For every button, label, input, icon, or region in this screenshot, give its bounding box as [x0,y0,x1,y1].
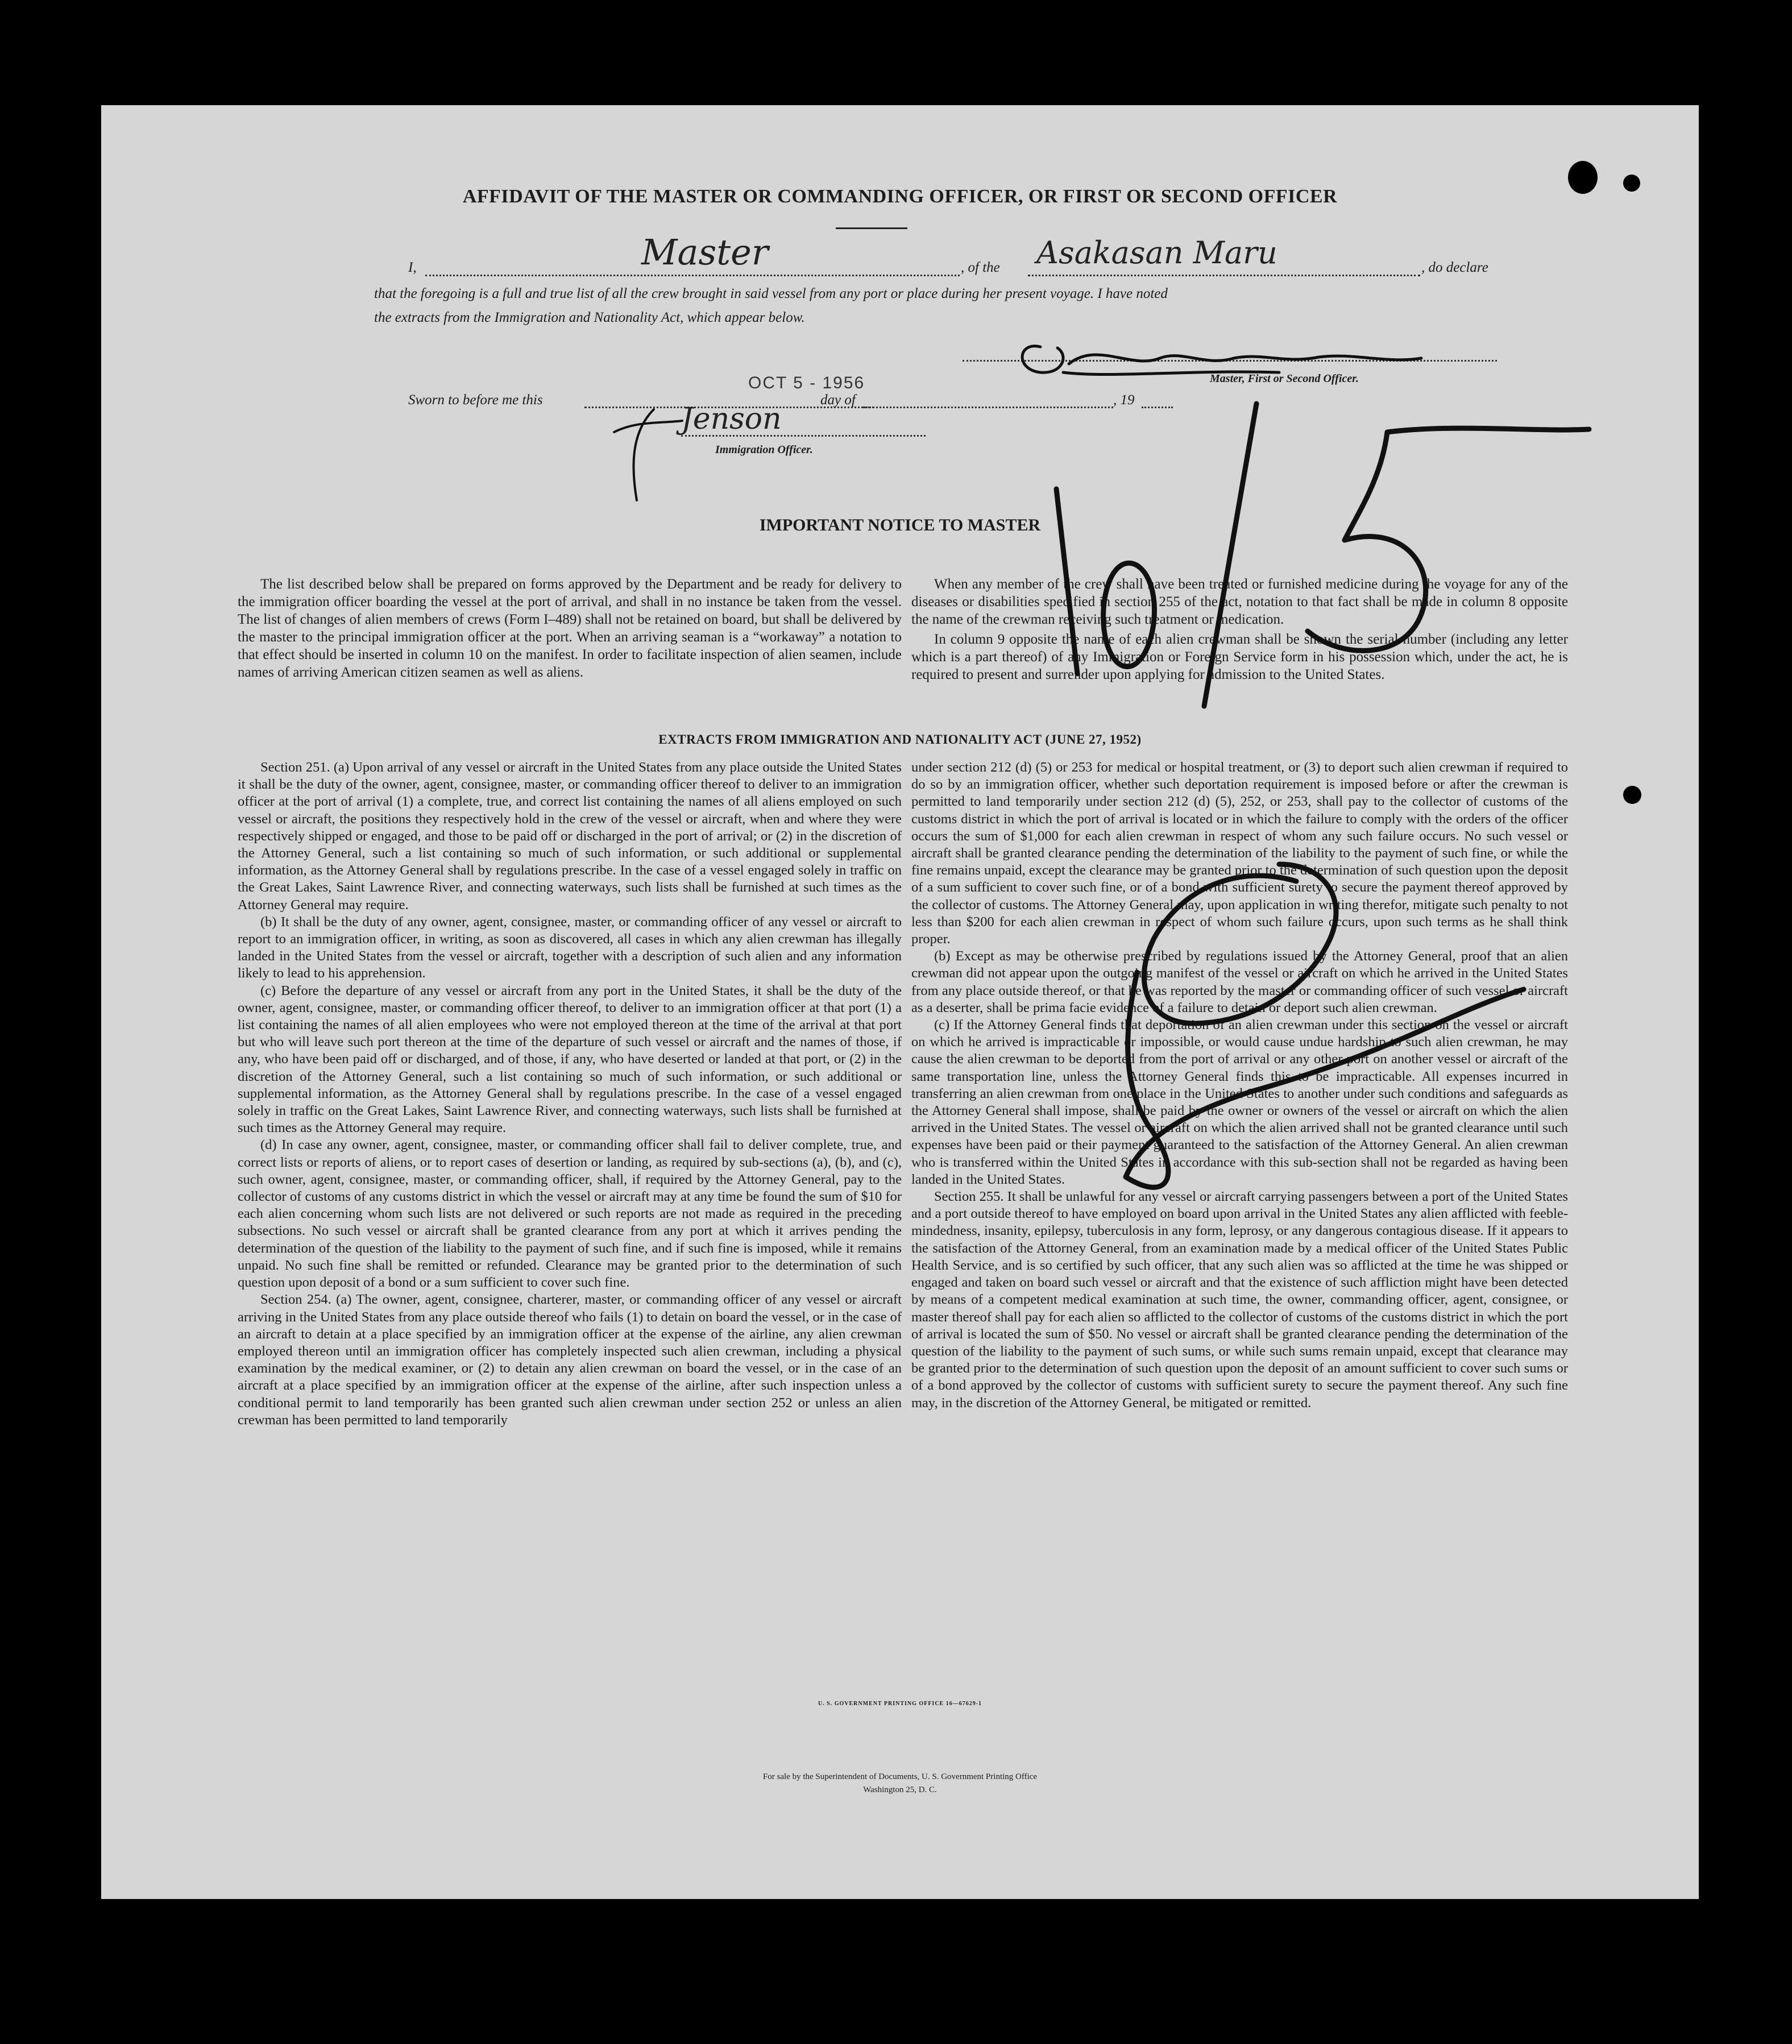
handwritten-1 [1056,489,1077,674]
immigration-officer-signature: Jenson [681,402,782,436]
affidavit-title: AFFIDAVIT OF THE MASTER OR COMMANDING OFFICER, OR FIRST OR SECOND OFFICER [462,186,1338,207]
section-251-b: (b) It shall be the duty of any owner, agent, consignee, master, or commanding officer of any vessel or aircraft to report to an immigration officer, in writing, as soon as discovered, all cases in which any alien crewman has illegally landed in the United States from the vessel or aircraft, together with a description of such alien and any information likely to lead to his apprehension. [238,914,902,981]
i-label: I, [408,260,417,275]
notice-title: IMPORTANT NOTICE TO MASTER [759,516,1041,534]
officer-signature-flourish [614,409,682,500]
handwritten-slash [1204,404,1256,706]
handwritten-5 [1308,428,1589,650]
affidavit-line-2: that the foregoing is a full and true list of all the crew brought in said vessel from any port or place during her present voyage. I have noted [374,286,1168,301]
section-251-a: Section 251. (a) Upon arrival of any vessel or aircraft in the United States from any place outside the United States it shall be the duty of the owner, agent, consignee, master, or commanding officer thereof to deliver to an immigration officer at the port of arrival (1) a complete, true, and correct list containing the names of all aliens employed on such vessel or aircraft, the positions they respectively hold in the crew of the vessel or aircraft, when and where they were respectively shipped or engaged, and those to be paid off or discharged in the port of arrival; or (2) in the discretion of the Attorney General, such a list containing so much of such information, or such additional or supplemental information, as the Attorney General shall by regulations prescribe. In the case of a vessel engaged solely in traffic on the Great Lakes, Saint Lawrence River, and connecting waterways, such lists shall be furnished at such times as the Attorney General may require. [238,760,902,913]
immigration-officer-label: Immigration Officer. [715,443,813,456]
notice-right-paragraph-2: In column 9 opposite the name of each alien crewman shall be shown the serial number (including any letter which is a part thereof) of any Immigration or Foreign Service form in his possession which, under the act, he is required to present and surrender upon applying for admission to the United States. [911,632,1568,682]
section-254-a-continued: under section 212 (d) (5) or 253 for medical or hospital treatment, or (3) to deport such alien crewman if required to do so by an immigration officer, whether such deportation requirement is imposed before or after the crewman is permitted to land temporarily under section 212 (d) (5), 252, or 253, shall pay to the collector of customs of the customs district in which the port of arrival is located or in which the failure to comply with the orders of the officer occurs the sum of $1,000 for each alien crewman in respect of whom any such failure occurs. No such vessel or aircraft shall be granted clearance pending the determination of the liability to the payment of such fine, or while the fine remains unpaid, except the clearance may be granted prior to the determination of such question upon the deposit of a sum sufficient to cover such fine, or of a bond with sufficient surety to secure the payment thereof approved by the collector of customs. The Attorney General may, upon application in writing therefor, mitigate such penalty to not less than $200 for each alien crewman in respect of whom such failure occurs, upon such terms as he shall think proper. [911,760,1568,947]
notice-left-paragraph: The list described below shall be prepared on forms approved by the Department and be ready for delivery to the immigration officer boarding the vessel at the port of arrival, and shall in no instance be taken from the vessel. The list of changes of alien members of crews (Form I–489) shall not be retained on board, but shall be delivered by the master to the principal immigration officer at the port. When an arriving seaman is a “workaway” a notation to that effect should be inserted in column 10 on the manifest. In order to facilitate inspection of alien seamen, include names of arriving American citizen seamen as well as aliens. [238,577,902,680]
date-stamp: OCT 5 - 1956 [748,374,865,392]
section-251-c: (c) Before the departure of any vessel or aircraft from any port in the United States, it shall be the duty of the owner, agent, consignee, master, or commanding officer thereof, to deliver to an immigration officer at that port (1) a list containing the names of all alien employees who were not employed thereon at the time of the arrival at that port but who will leave such port thereon at the time of the departure of such vessel or aircraft and the names of those, if any, who have been paid off or discharged, and of those, if any, who have deserted or landed at that port, or (2) in the discretion of the Attorney General, such a list containing so much of such information, or such additional or supplemental information, as the Attorney General shall by regulations prescribe. In the case of a vessel engaged solely in traffic on the Great Lakes, Saint Lawrence River, and connecting waterways, such lists shall be furnished at such times as the Attorney General may require. [238,982,902,1136]
notice-right-paragraph-1: When any member of the crew shall have been treated or furnished medicine during the voyage for any of the diseases or disabilities specified in section 255 of the act, notation to that fact shall be made in column 8 opposite the name of the crewman receiving such treatment or medication. [911,577,1568,627]
sworn-label: Sworn to before me this [408,392,543,408]
master-signature-scribble [1022,346,1421,375]
gpo-line: U. S. GOVERNMENT PRINTING OFFICE 16—67629-1 [818,1701,982,1707]
year-prefix: , 19 [1113,392,1135,408]
section-254-a: Section 254. (a) The owner, agent, consignee, charterer, master, or commanding officer of any vessel or aircraft arriving in the United States from any place outside thereof who fails (1) to detain on board the vessel, or in the case of an aircraft to detain at a place specified by an immigration officer at the expense of the airline, any alien crewman employed thereon until an immigration officer has completely inspected such alien crewman, including a physical examination by the medical examiner, or (2) to detain any alien crewman on board the vessel, or in the case of an aircraft at a place specified by an immigration officer at the expense of the airline, after such inspection unless a conditional permit to land temporarily has been granted such alien crewman under section 252 or unless an alien crewman has been permitted to land temporarily [238,1292,902,1428]
affidavit-line-3: the extracts from the Immigration and Nationality Act, which appear below. [374,310,805,325]
section-251-d: (d) In case any owner, agent, consignee, master, or commanding officer shall fail to deliver complete, true, and correct lists or reports of aliens, or to report cases of desertion or landing, as required by sub-sections (a), (b), and (c), such owner, agent, consignee, master, or commanding officer, shall, if required by the Attorney General, pay to the collector of customs of any customs district in which the vessel or aircraft may at any time be found the sum of $10 for each alien concerning whom such lists are not delivered or such reports are not made as required in the preceding subsections. No such vessel or aircraft shall be granted clearance from any port at which it arrives pending the determination of the question of the liability to the payment of such fine, and if such fine is imposed, while it remains unpaid. No such fine shall be remitted or refunded. Clearance may be granted prior to the determination of such question upon deposit of a bond or a sum sufficient to cover such fine. [238,1137,902,1291]
handwritten-0 [1104,563,1155,666]
vessel-name-handwritten: Asakasan Maru [1036,235,1277,271]
day-of-label: day of [820,392,856,408]
do-declare-label: , do declare [1421,260,1488,275]
footer-line-2: Washington 25, D. C. [863,1785,937,1794]
section-255: Section 255. It shall be unlawful for any vessel or aircraft carrying passengers between a port of the United States and a port outside thereof to have employed on board upon arrival in the United States any alien afflicted with feeble-mindedness, insanity, epilepsy, tuberculosis in any form, leprosy, or any dangerous contagious disease. If it appears to the satisfaction of the Attorney General, from an examination made by a medical officer of the United States Public Health Service, and is so certified by such officer, that any such alien was so afflicted at the time he was shipped or engaged and taken on board such vessel or aircraft and that the existence of such affliction might have been detected by means of a competent medical examination at such time, the owner, commanding officer, agent, consignee, or master thereof shall pay for each alien so afflicted to the collector of customs of the customs district in which the port of arrival is located the sum of $50. No vessel or aircraft shall be granted clearance pending the determination of the question of the liability to the payment of such sums, or while such sums remain unpaid, except that clearance may be granted prior to the determination of such question upon the deposit of an amount sufficient to cover such sums or of a bond approved by the collector of customs with sufficient surety to secure the payment thereof. Any such fine may, in the discretion of the Attorney General, be mitigated or remitted. [911,1189,1568,1411]
section-254-c: (c) If the Attorney General finds that deportation of an alien crewman under this section on the vessel or aircraft on which he arrived is impracticable or impossible, or would cause undue hardship to such alien crewman, he may cause the alien crewman to be deported from the port of arrival or any other port on another vessel or aircraft of the same transportation line, unless the Attorney General finds this to be impracticable. All expenses incurred in transferring an alien crewman from one place in the United States to another under such conditions and safeguards as the Attorney General shall impose, shall be paid by the owner or owners of the vessel or aircraft on which the alien arrived in the United States. The vessel or aircraft on which the alien arrived shall not be granted clearance until such expenses have been paid or their payment guaranteed to the satisfaction of the Attorney General. An alien crewman who is transferred within the United States in accordance with this sub-section shall not be regarded as having been landed in the United States. [911,1017,1568,1187]
circled-numeral [1126,864,1524,1187]
master-signature-label: Master, First or Second Officer. [1210,372,1359,385]
footer-line-1: For sale by the Superintendent of Documents, U. S. Government Printing Office [762,1772,1038,1781]
officer-title-handwritten: Master [641,231,769,273]
of-the-label: , of the [961,260,1000,275]
section-254-b: (b) Except as may be otherwise prescribed by regulations issued by the Attorney General, proof that an alien crewman did not appear upon the outgoing manifest of the vessel or aircraft on which he arrived in the United States from any place outside thereof, or that he was reported by the master or commanding officer of such vessel or aircraft as a deserter, shall be prima facie evidence of a failure to detain or deport such alien crewman. [911,948,1568,1015]
extracts-title: EXTRACTS FROM IMMIGRATION AND NATIONALITY ACT (JUNE 27, 1952) [658,732,1142,747]
